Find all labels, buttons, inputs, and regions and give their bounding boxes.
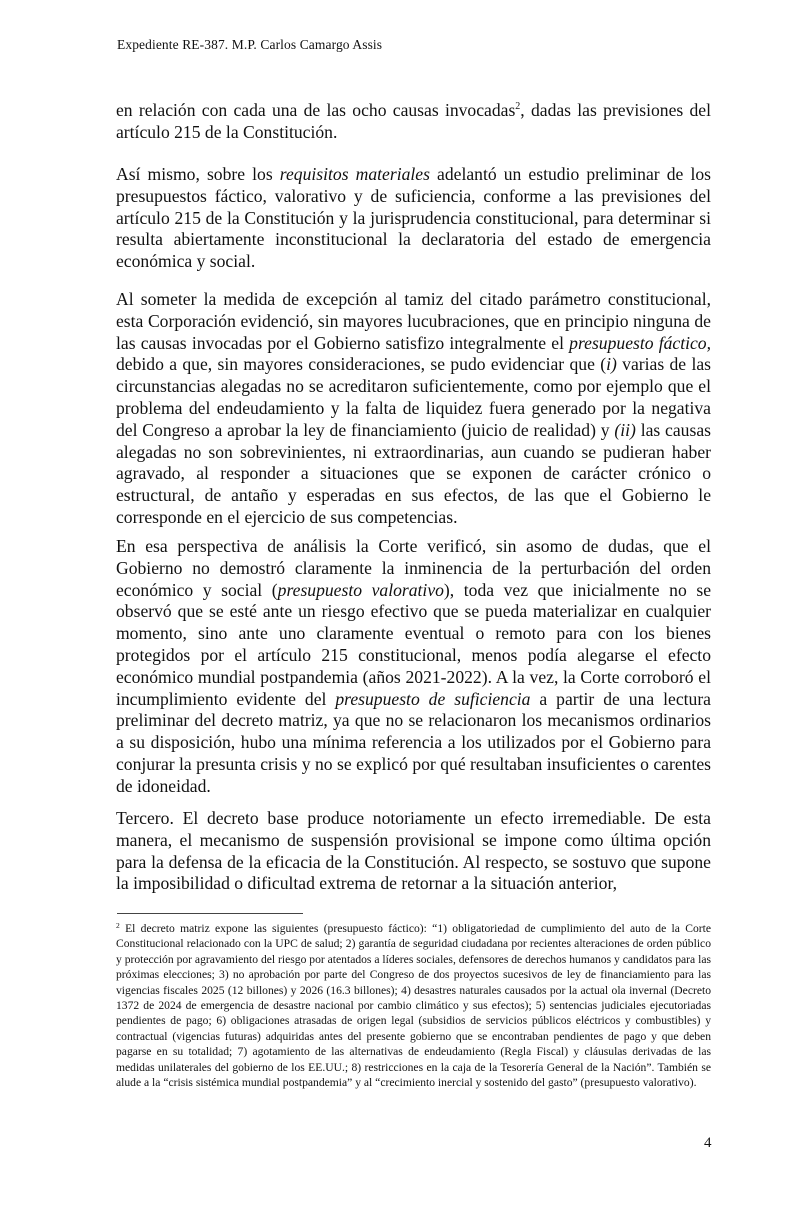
paragraph-3-text: varias de las circunstancias alegadas no se acreditaron suficientemente, como por ejemplo que el problema del endeudamiento y la falta de liquidez fuera generado por la negativa del Congreso a aprobar la ley de financiamiento (juicio de realidad) y: [116, 354, 711, 440]
footnote-reference: 2: [515, 101, 521, 112]
paragraph-2-emphasis: requisitos materiales: [279, 164, 430, 184]
paragraph-1-text: , dadas las previsiones del artículo 215 de la Constitución.: [116, 100, 711, 142]
page-header: Expediente RE-387. M.P. Carlos Camargo Assis: [117, 37, 383, 52]
paragraph-3-text: las causas alegadas no son sobrevinientes, ni extraordinarias, aun cuando se pudieran haber agravado, al responder a situaciones que se exponen de carácter crónico o estructural, de antaño y esperadas en sus efectos, de las que el Gobierno le corresponde en el ejercicio de sus competencias.: [116, 419, 711, 527]
footnote-separator: [117, 913, 303, 914]
paragraph-4-text: ), toda vez que inicialmente no se observó que se esté ante un riesgo efectivo que se pueda materializar en cualquier momento, sino ante uno claramente eventual o remoto para con los bienes protegidos por el artículo 215 constitucional, menos podía alegarse el efecto económico mundial postpandemia (años 2021-2022). A la vez, la Corte corroboró el incumplimiento evidente del: [116, 579, 711, 709]
paragraph-2: [116, 164, 711, 273]
paragraph-3-emphasis: presupuesto fáctico,: [569, 332, 711, 353]
paragraph-4-text: En esa perspectiva de análisis la Corte verificó, sin asomo de dudas, que el Gobierno no demostró claramente la inminencia de la perturbación del orden económico y social (: [116, 536, 711, 600]
paragraph-3-text: debido a que, sin mayores consideraciones, se pudo evidenciar que (: [116, 354, 607, 375]
paragraph-4-emphasis: presupuesto de suficiencia: [335, 688, 531, 709]
page-number: 4: [704, 1135, 712, 1151]
paragraph-1: [116, 100, 711, 144]
footnote-text: El decreto matriz expone las siguientes (presupuesto fáctico): “1) obligatoriedad de cumplimiento del auto de la Corte Constitucional relacionado con la UPC de salud; 2) garantía de seguridad ciudadana por recientes alteraciones de orden público y protección por agravamiento del riesgo por atentados a líderes sociales, defensores de derechos humanos y candidatos para las próximas elecciones; 3) no aprobación por parte del Congreso de dos proyectos sucesivos de ley de financiamiento para las vigencias fiscales 2025 (12 billones) y 2026 (16.3 billones); 4) desastres naturales causados por la actual ola invernal (Decreto 1372 de 2024 de emergencia de desastre nacional por cambio climático y sus efectos); 5) sentencias judiciales ejecutoriadas pendientes de pago; 6) obligaciones atrasadas de origen legal (subsidios de servicios públicos eléctricos y combustibles) y contractual (vigencias futuras) adquiridas antes del presente gobierno que se encontraban pendientes de pago y que deben pagarse en su totalidad; 7) agotamiento de las alternativas de endeudamiento (Regla Fiscal) y cláusulas derivadas de las medidas unilaterales del gobierno de los EE.UU.; 8) restricciones en la caja de la Tesorería General de la Nación”. También se alude a la “crisis sistémica mundial postpandemia” y al “crecimiento inercial y sostenido del gasto” (presupuesto valorativo).: [116, 922, 711, 1090]
paragraph-4-text: a partir de una lectura preliminar del decreto matriz, ya que no se relacionaron los mecanismos ordinarios a su disposición, hubo una mínima referencia a los utilizados por el Gobierno para conjurar la presunta crisis y no se explicó por qué resultaban insuficientes o carentes de idoneidad.: [116, 688, 711, 796]
paragraph-5-text: Tercero. El decreto base produce notoriamente un efecto irremediable. De esta manera, el mecanismo de suspensión provisional se impone como última opción para la defensa de la eficacia de la Constitución. Al respecto, se sostuvo que supone la imposibilidad o dificultad extrema de retornar a la situación anterior,: [116, 808, 711, 894]
paragraph-2-text: adelantó un estudio preliminar de los presupuestos fáctico, valorativo y de suficiencia, conforme a las previsiones del artículo 215 de la Constitución y la jurisprudencia constitucional, para determinar si resulta abiertamente inconstitucional la declaratoria del estado de emergencia económica y social.: [116, 164, 711, 272]
paragraph-4: [116, 536, 711, 798]
paragraph-3-emphasis: (ii): [614, 419, 636, 440]
paragraph-3-emphasis: i): [606, 354, 617, 375]
footnote-number: 2: [116, 921, 120, 930]
paragraph-2-text: Así mismo, sobre los: [116, 164, 280, 184]
paragraph-3: [116, 289, 711, 529]
footnote: [116, 921, 711, 1090]
paragraph-5: [116, 808, 711, 895]
paragraph-1-text: en relación con cada una de las ocho causas invocadas: [116, 100, 516, 120]
paragraph-4-emphasis: presupuesto valorativo: [277, 579, 444, 600]
paragraph-3-text: Al someter la medida de excepción al tamiz del citado parámetro constitucional, esta Corporación evidenció, sin mayores lucubraciones, que en principio ninguna de las causas invocadas por el Gobierno satisfizo integralmente el: [116, 289, 711, 353]
